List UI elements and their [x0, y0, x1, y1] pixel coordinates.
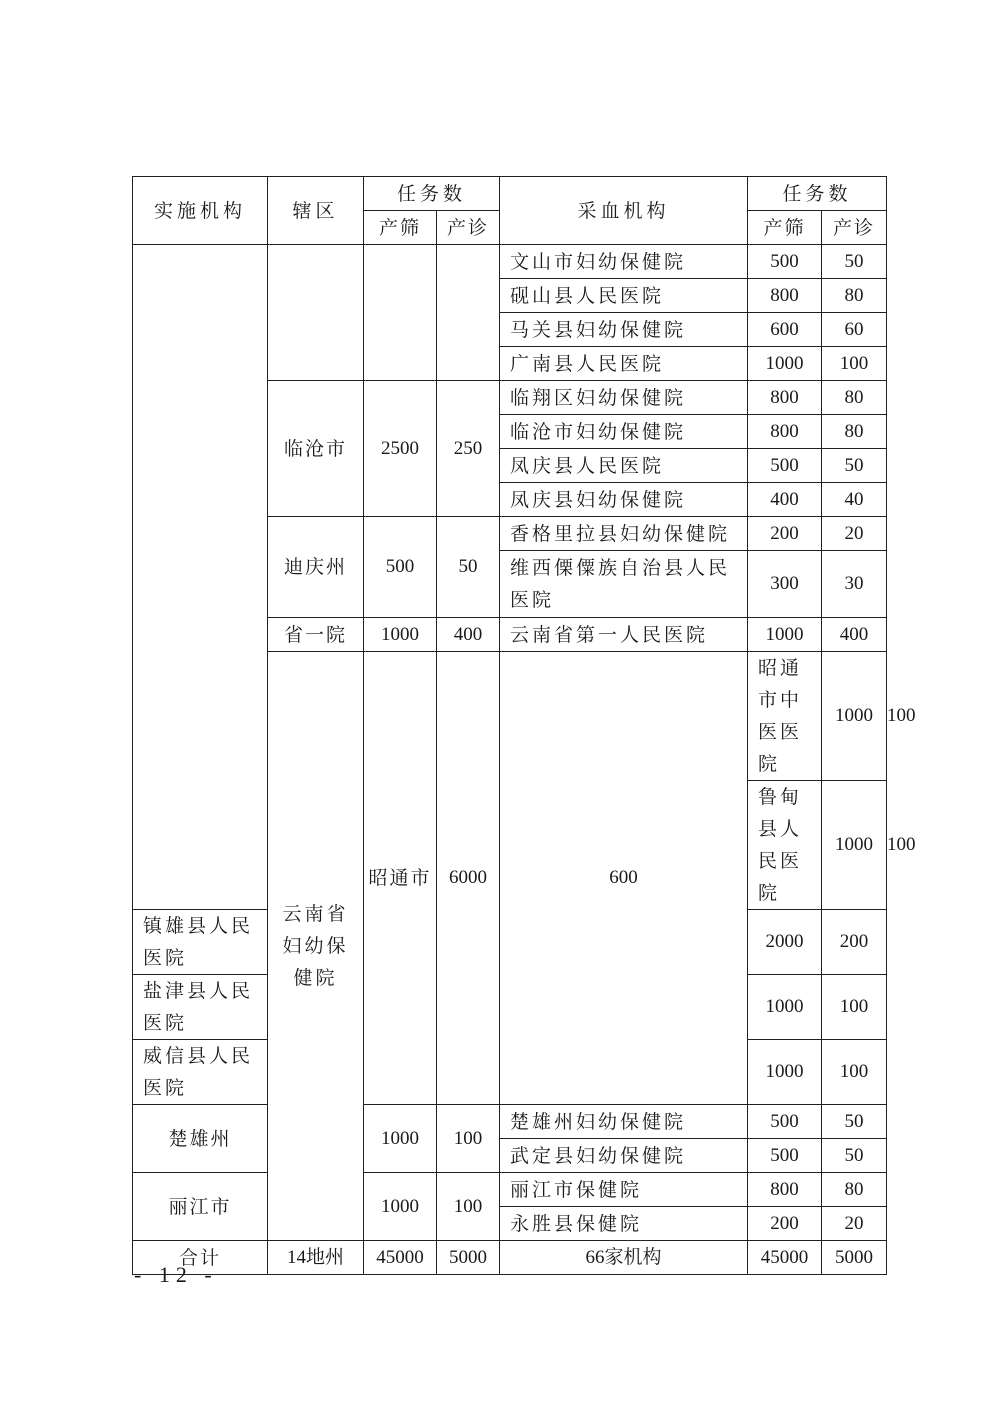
blood-screen: 800: [748, 1173, 822, 1207]
blood-name: 凤庆县妇幼保健院: [500, 483, 748, 517]
total-diag-2: 5000: [822, 1241, 887, 1275]
district-name: 楚雄州: [133, 1105, 268, 1173]
blood-name: 永胜县保健院: [500, 1207, 748, 1241]
blood-screen: 1000: [748, 347, 822, 381]
table-row: 云南省妇幼保健院 昭通市 6000 600 昭通市中医医院 1000 100: [133, 652, 887, 781]
header-diag-2: 产诊: [822, 211, 887, 245]
blood-name: 维西傈僳族自治县人民医院: [500, 551, 748, 618]
district-screen: 6000: [437, 652, 500, 1105]
total-district: 14地州: [268, 1241, 364, 1275]
blood-screen: 1000: [748, 975, 822, 1040]
task-allocation-table: [132, 176, 916, 1275]
blood-screen: 500: [748, 449, 822, 483]
header-blood: 采血机构: [500, 177, 748, 245]
blood-screen: 300: [748, 551, 822, 618]
blood-diag: 20: [822, 517, 887, 551]
blood-screen: 500: [748, 1139, 822, 1173]
blood-screen: 800: [748, 415, 822, 449]
blood-diag: 50: [822, 1105, 887, 1139]
district-cell-empty: [268, 245, 364, 381]
district-diag: 400: [437, 618, 500, 652]
district-name: 省一院: [268, 618, 364, 652]
blood-diag: 50: [822, 1139, 887, 1173]
district-diag: 600: [500, 652, 748, 1105]
blood-name: 鲁甸县人民医院: [748, 781, 822, 910]
blood-diag: 80: [822, 381, 887, 415]
district-diag: 250: [437, 381, 500, 517]
district-diag-empty: [437, 245, 500, 381]
header-diag: 产诊: [437, 211, 500, 245]
header-row-1: [133, 177, 887, 211]
district-screen: 1000: [364, 1173, 437, 1241]
district-diag: 100: [437, 1105, 500, 1173]
blood-screen: 200: [748, 517, 822, 551]
district-name: 昭通市: [364, 652, 437, 1105]
district-diag: 50: [437, 517, 500, 618]
header-screen: 产筛: [364, 211, 437, 245]
blood-name: 临翔区妇幼保健院: [500, 381, 748, 415]
blood-name: 马关县妇幼保健院: [500, 313, 748, 347]
blood-screen: 800: [748, 381, 822, 415]
header-tasks-2: 任务数: [748, 177, 887, 211]
district-name: 临沧市: [268, 381, 364, 517]
blood-diag: 80: [822, 415, 887, 449]
blood-screen: 600: [748, 313, 822, 347]
header-screen-2: 产筛: [748, 211, 822, 245]
blood-screen: 1000: [822, 781, 887, 910]
blood-screen: 1000: [748, 1040, 822, 1105]
blood-diag: 50: [822, 245, 887, 279]
district-name: 迪庆州: [268, 517, 364, 618]
blood-screen: 500: [748, 245, 822, 279]
header-district: 辖区: [268, 177, 364, 245]
blood-name: 凤庆县人民医院: [500, 449, 748, 483]
district-diag: 100: [437, 1173, 500, 1241]
district-screen: 2500: [364, 381, 437, 517]
district-screen-empty: [364, 245, 437, 381]
blood-screen: 2000: [748, 910, 822, 975]
blood-diag: 400: [822, 618, 887, 652]
blood-name: 文山市妇幼保健院: [500, 245, 748, 279]
blood-screen: 800: [748, 279, 822, 313]
blood-name: 威信县人民医院: [133, 1040, 268, 1105]
blood-diag: 30: [822, 551, 887, 618]
table-row: [133, 1173, 887, 1207]
total-screen-2: 45000: [748, 1241, 822, 1275]
blood-name: 盐津县人民医院: [133, 975, 268, 1040]
blood-diag: 40: [822, 483, 887, 517]
total-row: [133, 1241, 887, 1275]
blood-diag: 200: [822, 910, 887, 975]
total-blood: 66家机构: [500, 1241, 748, 1275]
blood-diag: 50: [822, 449, 887, 483]
blood-name: 昭通市中医医院: [748, 652, 822, 781]
district-screen: 1000: [364, 618, 437, 652]
impl-cell-empty: [133, 245, 268, 910]
total-screen: 45000: [364, 1241, 437, 1275]
district-screen: 1000: [364, 1105, 437, 1173]
blood-name: 香格里拉县妇幼保健院: [500, 517, 748, 551]
blood-diag: 60: [822, 313, 887, 347]
blood-screen: 500: [748, 1105, 822, 1139]
blood-name: 广南县人民医院: [500, 347, 748, 381]
total-label: 合计: [133, 1241, 268, 1275]
blood-diag: 100: [822, 1040, 887, 1105]
table-row: 鲁甸县人民医院 1000 100: [133, 781, 887, 910]
blood-name: 云南省第一人民医院: [500, 618, 748, 652]
blood-name: 砚山县人民医院: [500, 279, 748, 313]
blood-screen: 400: [748, 483, 822, 517]
blood-screen: 1000: [748, 618, 822, 652]
district-name: 丽江市: [133, 1173, 268, 1241]
blood-screen: 1000: [822, 652, 887, 781]
blood-name: 丽江市保健院: [500, 1173, 748, 1207]
district-screen: 500: [364, 517, 437, 618]
header-impl: 实施机构: [133, 177, 268, 245]
blood-diag: 80: [822, 1173, 887, 1207]
blood-diag: 100: [822, 347, 887, 381]
header-tasks: 任务数: [364, 177, 500, 211]
blood-name: 临沧市妇幼保健院: [500, 415, 748, 449]
page-number: - 12 -: [134, 1262, 218, 1287]
blood-diag: 80: [822, 279, 887, 313]
table-row: [133, 245, 887, 279]
blood-name: 武定县妇幼保健院: [500, 1139, 748, 1173]
blood-name: 镇雄县人民医院: [133, 910, 268, 975]
table-row: [133, 1105, 887, 1139]
blood-name: 楚雄州妇幼保健院: [500, 1105, 748, 1139]
blood-diag: 20: [822, 1207, 887, 1241]
total-diag: 5000: [437, 1241, 500, 1275]
blood-diag: 100: [822, 975, 887, 1040]
blood-screen: 200: [748, 1207, 822, 1241]
impl-name: 云南省妇幼保健院: [268, 652, 364, 1241]
